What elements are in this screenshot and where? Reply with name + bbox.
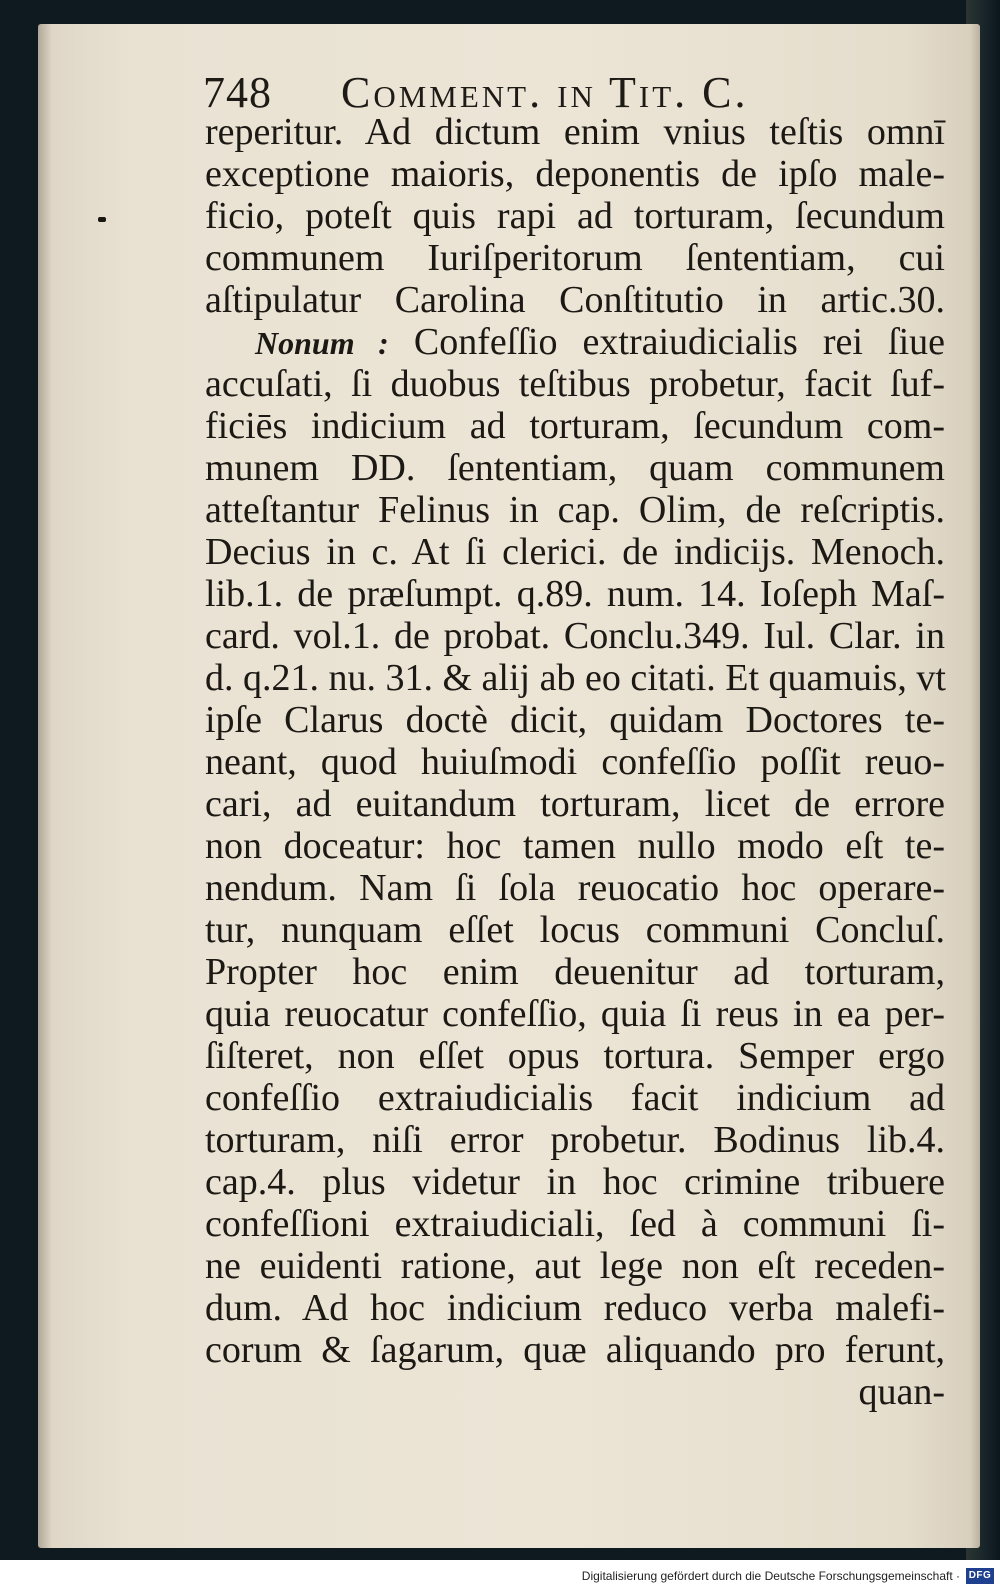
text-line: Propter hoc enim deuenitur ad torturam,	[205, 951, 945, 993]
text-line: confeſſioni extraiudiciali, ſed à communi ſi-	[205, 1203, 945, 1245]
text-line: ſiſteret, non eſſet opus tortura. Semper ergo	[205, 1035, 945, 1077]
text-line: cap.4. plus videtur in hoc crimine tribuere	[205, 1161, 945, 1203]
text-line: communem Iuriſperitorum ſententiam, cui	[205, 237, 945, 279]
text-line-rest: Confeſſio extraiudicialis rei ſiue	[413, 321, 945, 363]
catchword: quan-	[858, 1371, 945, 1413]
text-line: confeſſio extraiudicialis facit indicium ad	[205, 1077, 945, 1119]
page-edge-shadow	[970, 24, 980, 1548]
text-line: exceptione maioris, deponentis de ipſo male-	[205, 153, 945, 195]
page-number: 748	[203, 68, 272, 117]
text-line-nonum	[205, 321, 945, 363]
text-line: dum. Ad hoc indicium reduco verba malefi-	[205, 1287, 945, 1329]
text-line: torturam, niſi error probetur. Bodinus lib.4.	[205, 1119, 945, 1161]
digitization-footer	[0, 1560, 1000, 1592]
text-line: non doceatur: hoc tamen nullo modo eſt te-	[205, 825, 945, 867]
text-line: lib.1. de præſumpt. q.89. num. 14. Ioſeph Maſ-	[205, 573, 945, 615]
text-line: aſtipulatur Carolina Conſtitutio in artic.30.	[205, 279, 945, 321]
text-line: ne euidenti ratione, aut lege non eſt receden-	[205, 1245, 945, 1287]
text-line: quia reuocatur confeſſio, quia ſi reus in ea per-	[205, 993, 945, 1035]
funding-credit: Digitalisierung gefördert durch die Deutsche Forschungsgemeinschaft ·	[581, 1569, 960, 1583]
text-line: tur, nunquam eſſet locus communi Concluſ.	[205, 909, 945, 951]
main-text	[205, 111, 945, 1413]
text-line: ficio, poteſt quis rapi ad torturam, ſecundum	[205, 195, 945, 237]
text-line: accuſati, ſi duobus teſtibus probetur, facit ſuf-	[205, 363, 945, 405]
text-line: nendum. Nam ſi ſola reuocatio hoc operare-	[205, 867, 945, 909]
dfg-logo: DFG	[966, 1568, 994, 1584]
margin-ink-mark	[98, 217, 106, 222]
text-line: atteſtantur Felinus in cap. Olim, de reſcriptis.	[205, 489, 945, 531]
text-line: reperitur. Ad dictum enim vnius teſtis omnī	[205, 111, 945, 153]
spine-shadow	[38, 24, 52, 1548]
text-line: ficiēs indicium ad torturam, ſecundum com-	[205, 405, 945, 447]
text-line: corum & ſagarum, quæ aliquando pro ferunt,	[205, 1329, 945, 1371]
running-title: Comment. in Tit. C.	[341, 68, 749, 117]
text-line: ipſe Clarus doctè dicit, quidam Doctores te-	[205, 699, 945, 741]
text-line: card. vol.1. de probat. Conclu.349. Iul. Clar. in	[205, 615, 945, 657]
text-line: Decius in c. At ſi clerici. de indicijs. Menoch.	[205, 531, 945, 573]
nonum-label: Nonum :	[255, 325, 389, 361]
text-line: neant, quod huiuſmodi confeſſio poſſit reuo-	[205, 741, 945, 783]
book-page	[38, 24, 980, 1548]
text-line: d. q.21. nu. 31. & alij ab eo citati. Et quamuis, vt	[205, 657, 946, 699]
text-line: munem DD. ſententiam, quam communem	[205, 447, 945, 489]
text-line: cari, ad euitandum torturam, licet de errore	[205, 783, 945, 825]
